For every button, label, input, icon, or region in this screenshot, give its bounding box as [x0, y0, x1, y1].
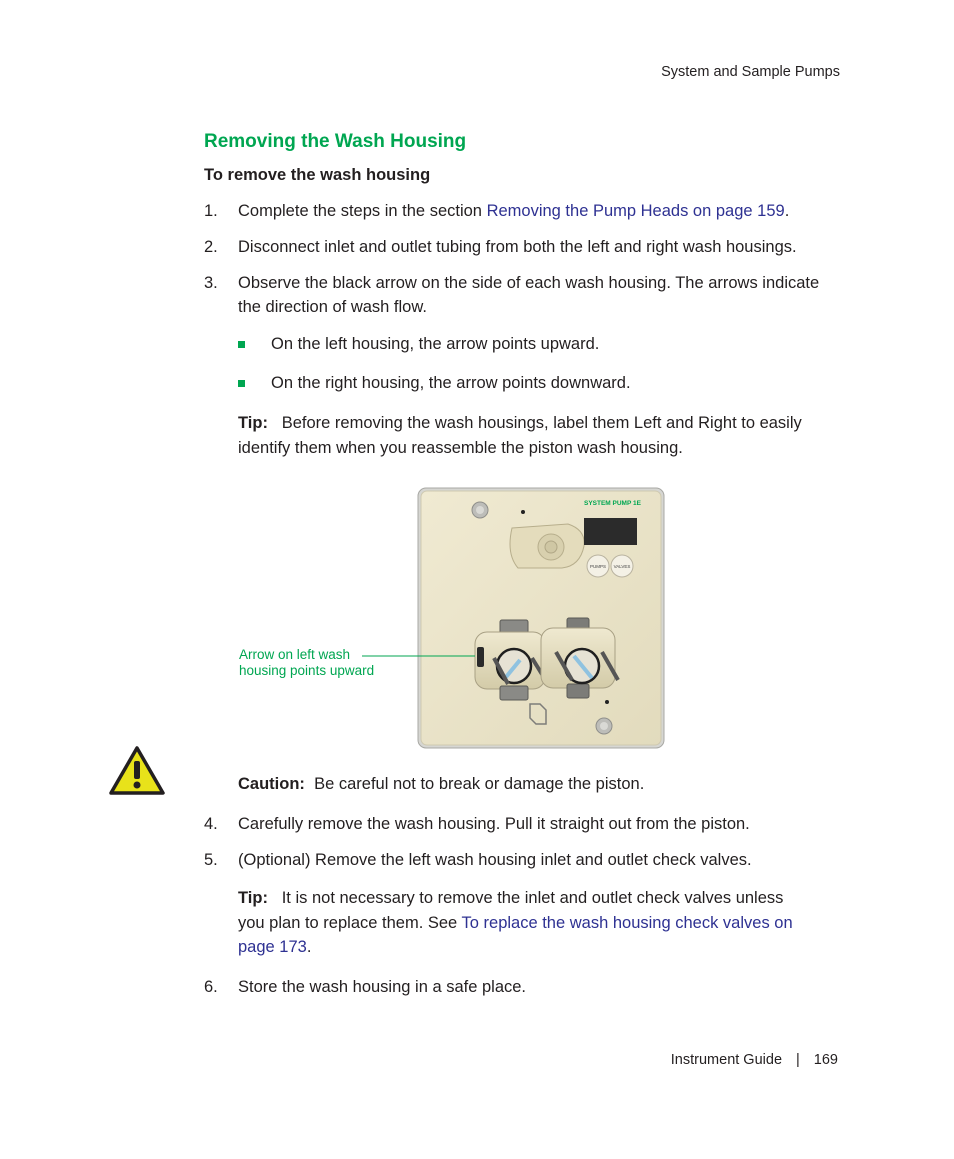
- right-wash-housing: [541, 618, 618, 698]
- tip-text: Before removing the wash housings, label them Left and Right to easily identify them when you reassemble the piston wash housing.: [238, 414, 802, 457]
- caution-note: [238, 772, 813, 797]
- tip-label: Tip:: [238, 889, 268, 907]
- step-number: 1.: [204, 202, 218, 220]
- footer-guide-title: Instrument Guide: [670, 1052, 783, 1068]
- link-removing-pump-heads[interactable]: Removing the Pump Heads on page 159: [486, 202, 785, 220]
- valves-button-label: VALVES: [613, 564, 631, 569]
- step-number: 4.: [204, 815, 218, 833]
- tip-text: It is not necessary to remove the inlet and outlet check valves unless you plan to replace them. See: [238, 889, 784, 932]
- link-replace-check-valves[interactable]: To replace the wash housing check valves on page 173: [238, 913, 793, 956]
- page-number: 169: [813, 1052, 838, 1068]
- caution-text: Be careful not to break or damage the piston.: [314, 775, 645, 793]
- step-number: 6.: [204, 978, 218, 996]
- footer-separator: |: [796, 1052, 800, 1068]
- tip-label: Tip:: [238, 414, 268, 432]
- square-bullet-icon: [238, 341, 245, 348]
- step-number: 3.: [204, 274, 218, 292]
- pumps-button-label: PUMPS: [589, 564, 607, 569]
- step-text: (Optional) Remove the left wash housing inlet and outlet check valves.: [238, 851, 752, 869]
- running-head: System and Sample Pumps: [661, 64, 840, 80]
- step-number: 5.: [204, 851, 218, 869]
- step-text: Complete the steps in the section Removing the Pump Heads on page 159.: [238, 202, 790, 220]
- tip-note: [238, 411, 813, 460]
- step-text: Disconnect inlet and outlet tubing from both the left and right wash housings.: [238, 238, 797, 256]
- figure-callout: Arrow on left wash housing points upward: [239, 647, 375, 678]
- panel-label: SYSTEM PUMP 1E: [584, 500, 641, 507]
- step-number: 2.: [204, 238, 218, 256]
- step-text: Observe the black arrow on the side of each wash housing. The arrows indicate the direction of wash flow.: [238, 274, 820, 316]
- caution-label: Caution:: [238, 775, 305, 793]
- page-footer: [671, 1052, 838, 1068]
- section-title: Removing the Wash Housing: [204, 131, 467, 152]
- step-text: Store the wash housing in a safe place.: [238, 978, 527, 996]
- procedure-title: To remove the wash housing: [204, 166, 431, 184]
- caution-warning-icon: [108, 745, 166, 797]
- tip-note: Tip: It is not necessary to remove the inlet and outlet check valves unless you plan to replace them. See To replace the wash housing check valves on page 173.: [238, 889, 793, 956]
- step-text: Carefully remove the wash housing. Pull it straight out from the piston.: [238, 815, 750, 833]
- square-bullet-icon: [238, 380, 245, 387]
- pump-figure: [236, 480, 668, 752]
- pump-panel-illustration: [236, 480, 668, 752]
